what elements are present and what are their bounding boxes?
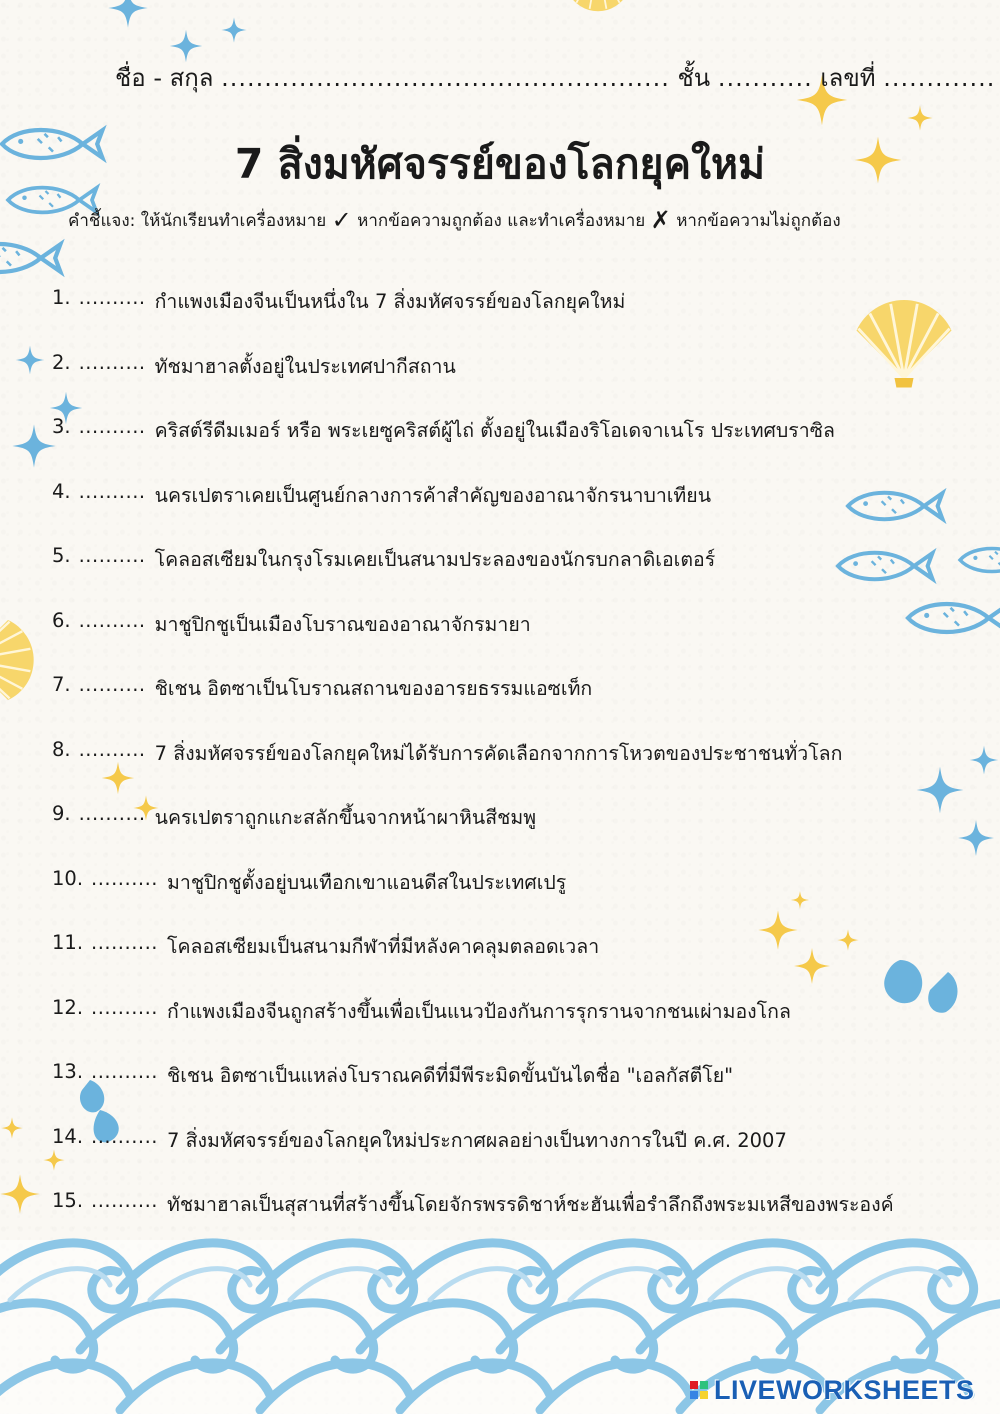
number-blank[interactable]: ............. xyxy=(883,64,996,92)
answer-blank[interactable]: .......... xyxy=(91,1189,159,1212)
item-statement: นครเปตราถูกแกะสลักขึ้นจากหน้าผาหินสีชมพู xyxy=(154,806,537,829)
item-number: 1. xyxy=(52,286,71,309)
answer-blank[interactable]: .......... xyxy=(78,415,146,438)
item-statement: มาชูปิกชูเป็นเมืองโบราณของอาณาจักรมายา xyxy=(154,612,531,636)
instructions xyxy=(68,206,948,234)
true-false-list xyxy=(52,286,972,1254)
item-number: 9. xyxy=(52,802,71,825)
answer-blank[interactable]: .......... xyxy=(91,866,159,890)
item-statement: กำแพงเมืองจีนถูกสร้างขึ้นเพื่อเป็นแนวป้องกันการรุกรานจากชนเผ่ามองโกล xyxy=(167,999,791,1023)
answer-blank[interactable]: .......... xyxy=(78,802,146,825)
list-item xyxy=(52,867,972,932)
list-item xyxy=(52,544,972,609)
item-number: 15. xyxy=(52,1189,84,1212)
item-number: 5. xyxy=(52,544,71,567)
watermark-text: LIVEWORKSHEETS xyxy=(714,1374,975,1405)
item-number: 6. xyxy=(52,608,71,632)
class-blank[interactable]: ........... xyxy=(717,64,813,92)
instructions-text-2: หากข้อความถูกต้อง และทำเครื่องหมาย xyxy=(357,211,646,231)
cross-mark-icon: ✗ xyxy=(650,206,671,234)
list-item xyxy=(52,1189,972,1254)
answer-blank[interactable]: .......... xyxy=(91,931,159,954)
item-number: 14. xyxy=(52,1124,84,1148)
list-item xyxy=(52,1125,972,1190)
list-item xyxy=(52,351,972,416)
list-item xyxy=(52,480,972,545)
answer-blank[interactable]: .......... xyxy=(78,286,146,309)
item-statement: โคลอสเซียมในกรุงโรมเคยเป็นสนามประลองของนักรบกลาดิเอเตอร์ xyxy=(154,548,716,571)
item-statement: ชิเชน อิตซาเป็นแหล่งโบราณคดีที่มีพีระมิดขั้นบันไดชื่อ "เอลกัสตีโย" xyxy=(167,1064,734,1087)
liveworksheets-logo-icon xyxy=(690,1381,708,1399)
liveworksheets-watermark[interactable] xyxy=(690,1373,975,1407)
answer-blank[interactable]: .......... xyxy=(78,350,146,374)
answer-blank[interactable]: .......... xyxy=(78,737,146,761)
item-statement: ชิเชน อิตซาเป็นโบราณสถานของอารยธรรมแอซเท็ก xyxy=(154,677,593,700)
item-number: 2. xyxy=(52,350,71,374)
instructions-text-3: หากข้อความไม่ถูกต้อง xyxy=(676,211,841,231)
item-statement: 7 สิ่งมหัศจรรย์ของโลกยุคใหม่ประกาศผลอย่างเป็นทางการในปี ค.ศ. 2007 xyxy=(167,1128,787,1152)
item-statement: โคลอสเซียมเป็นสนามกีฬาที่มีหลังคาคลุมตลอดเวลา xyxy=(167,935,600,958)
number-label: เลขที่ xyxy=(820,64,876,92)
answer-blank[interactable]: .......... xyxy=(78,479,146,503)
list-item xyxy=(52,286,972,351)
list-item xyxy=(52,1060,972,1125)
student-info-line xyxy=(115,58,996,97)
item-number: 8. xyxy=(52,737,71,761)
check-mark-icon: ✓ xyxy=(331,206,352,234)
item-statement: 7 สิ่งมหัศจรรย์ของโลกยุคใหม่ได้รับการคัดเลือกจากการโหวตของประชาชนทั่วโลก xyxy=(154,741,843,765)
answer-blank[interactable]: .......... xyxy=(91,1060,159,1083)
item-statement: มาชูปิกชูตั้งอยู่บนเทือกเขาแอนดีสในประเทศเปรู xyxy=(167,870,567,894)
list-item xyxy=(52,931,972,996)
item-number: 3. xyxy=(52,415,71,438)
list-item xyxy=(52,673,972,738)
list-item xyxy=(52,996,972,1061)
answer-blank[interactable]: .......... xyxy=(91,995,159,1019)
item-number: 7. xyxy=(52,673,71,696)
name-blank[interactable]: .................................................... xyxy=(221,64,670,92)
answer-blank[interactable]: .......... xyxy=(78,544,146,567)
item-number: 10. xyxy=(52,866,84,890)
answer-blank[interactable]: .......... xyxy=(78,673,146,696)
item-statement: กำแพงเมืองจีนเป็นหนึ่งใน 7 สิ่งมหัศจรรย์ของโลกยุคใหม่ xyxy=(154,290,626,313)
item-number: 13. xyxy=(52,1060,84,1083)
item-statement: ทัชมาฮาลตั้งอยู่ในประเทศปากีสถาน xyxy=(154,354,456,378)
list-item xyxy=(52,738,972,803)
instructions-text-1: คำชี้แจง: ให้นักเรียนทำเครื่องหมาย xyxy=(68,211,327,231)
answer-blank[interactable]: .......... xyxy=(78,608,146,632)
item-number: 11. xyxy=(52,931,84,954)
list-item xyxy=(52,802,972,867)
list-item xyxy=(52,415,972,480)
name-label: ชื่อ - สกุล xyxy=(115,64,214,92)
item-statement: คริสต์รีดีมเมอร์ หรือ พระเยซูคริสต์ผู้ไถ่ ตั้งอยู่ในเมืองริโอเดจาเนโร ประเทศบราซิล xyxy=(154,419,835,442)
class-label: ชั้น xyxy=(677,64,711,92)
list-item xyxy=(52,609,972,674)
item-statement: นครเปตราเคยเป็นศูนย์กลางการค้าสำคัญของอาณาจักรนาบาเทียน xyxy=(154,483,712,507)
item-number: 12. xyxy=(52,995,84,1019)
page-title: 7 สิ่งมหัศจรรย์ของโลกยุคใหม่ xyxy=(234,140,766,188)
item-number: 4. xyxy=(52,479,71,503)
answer-blank[interactable]: .......... xyxy=(91,1124,159,1148)
item-statement: ทัชมาฮาลเป็นสุสานที่สร้างขึ้นโดยจักรพรรดิชาห์ชะฮันเพื่อรำลึกถึงพระมเหสีของพระองค์ xyxy=(167,1193,894,1216)
